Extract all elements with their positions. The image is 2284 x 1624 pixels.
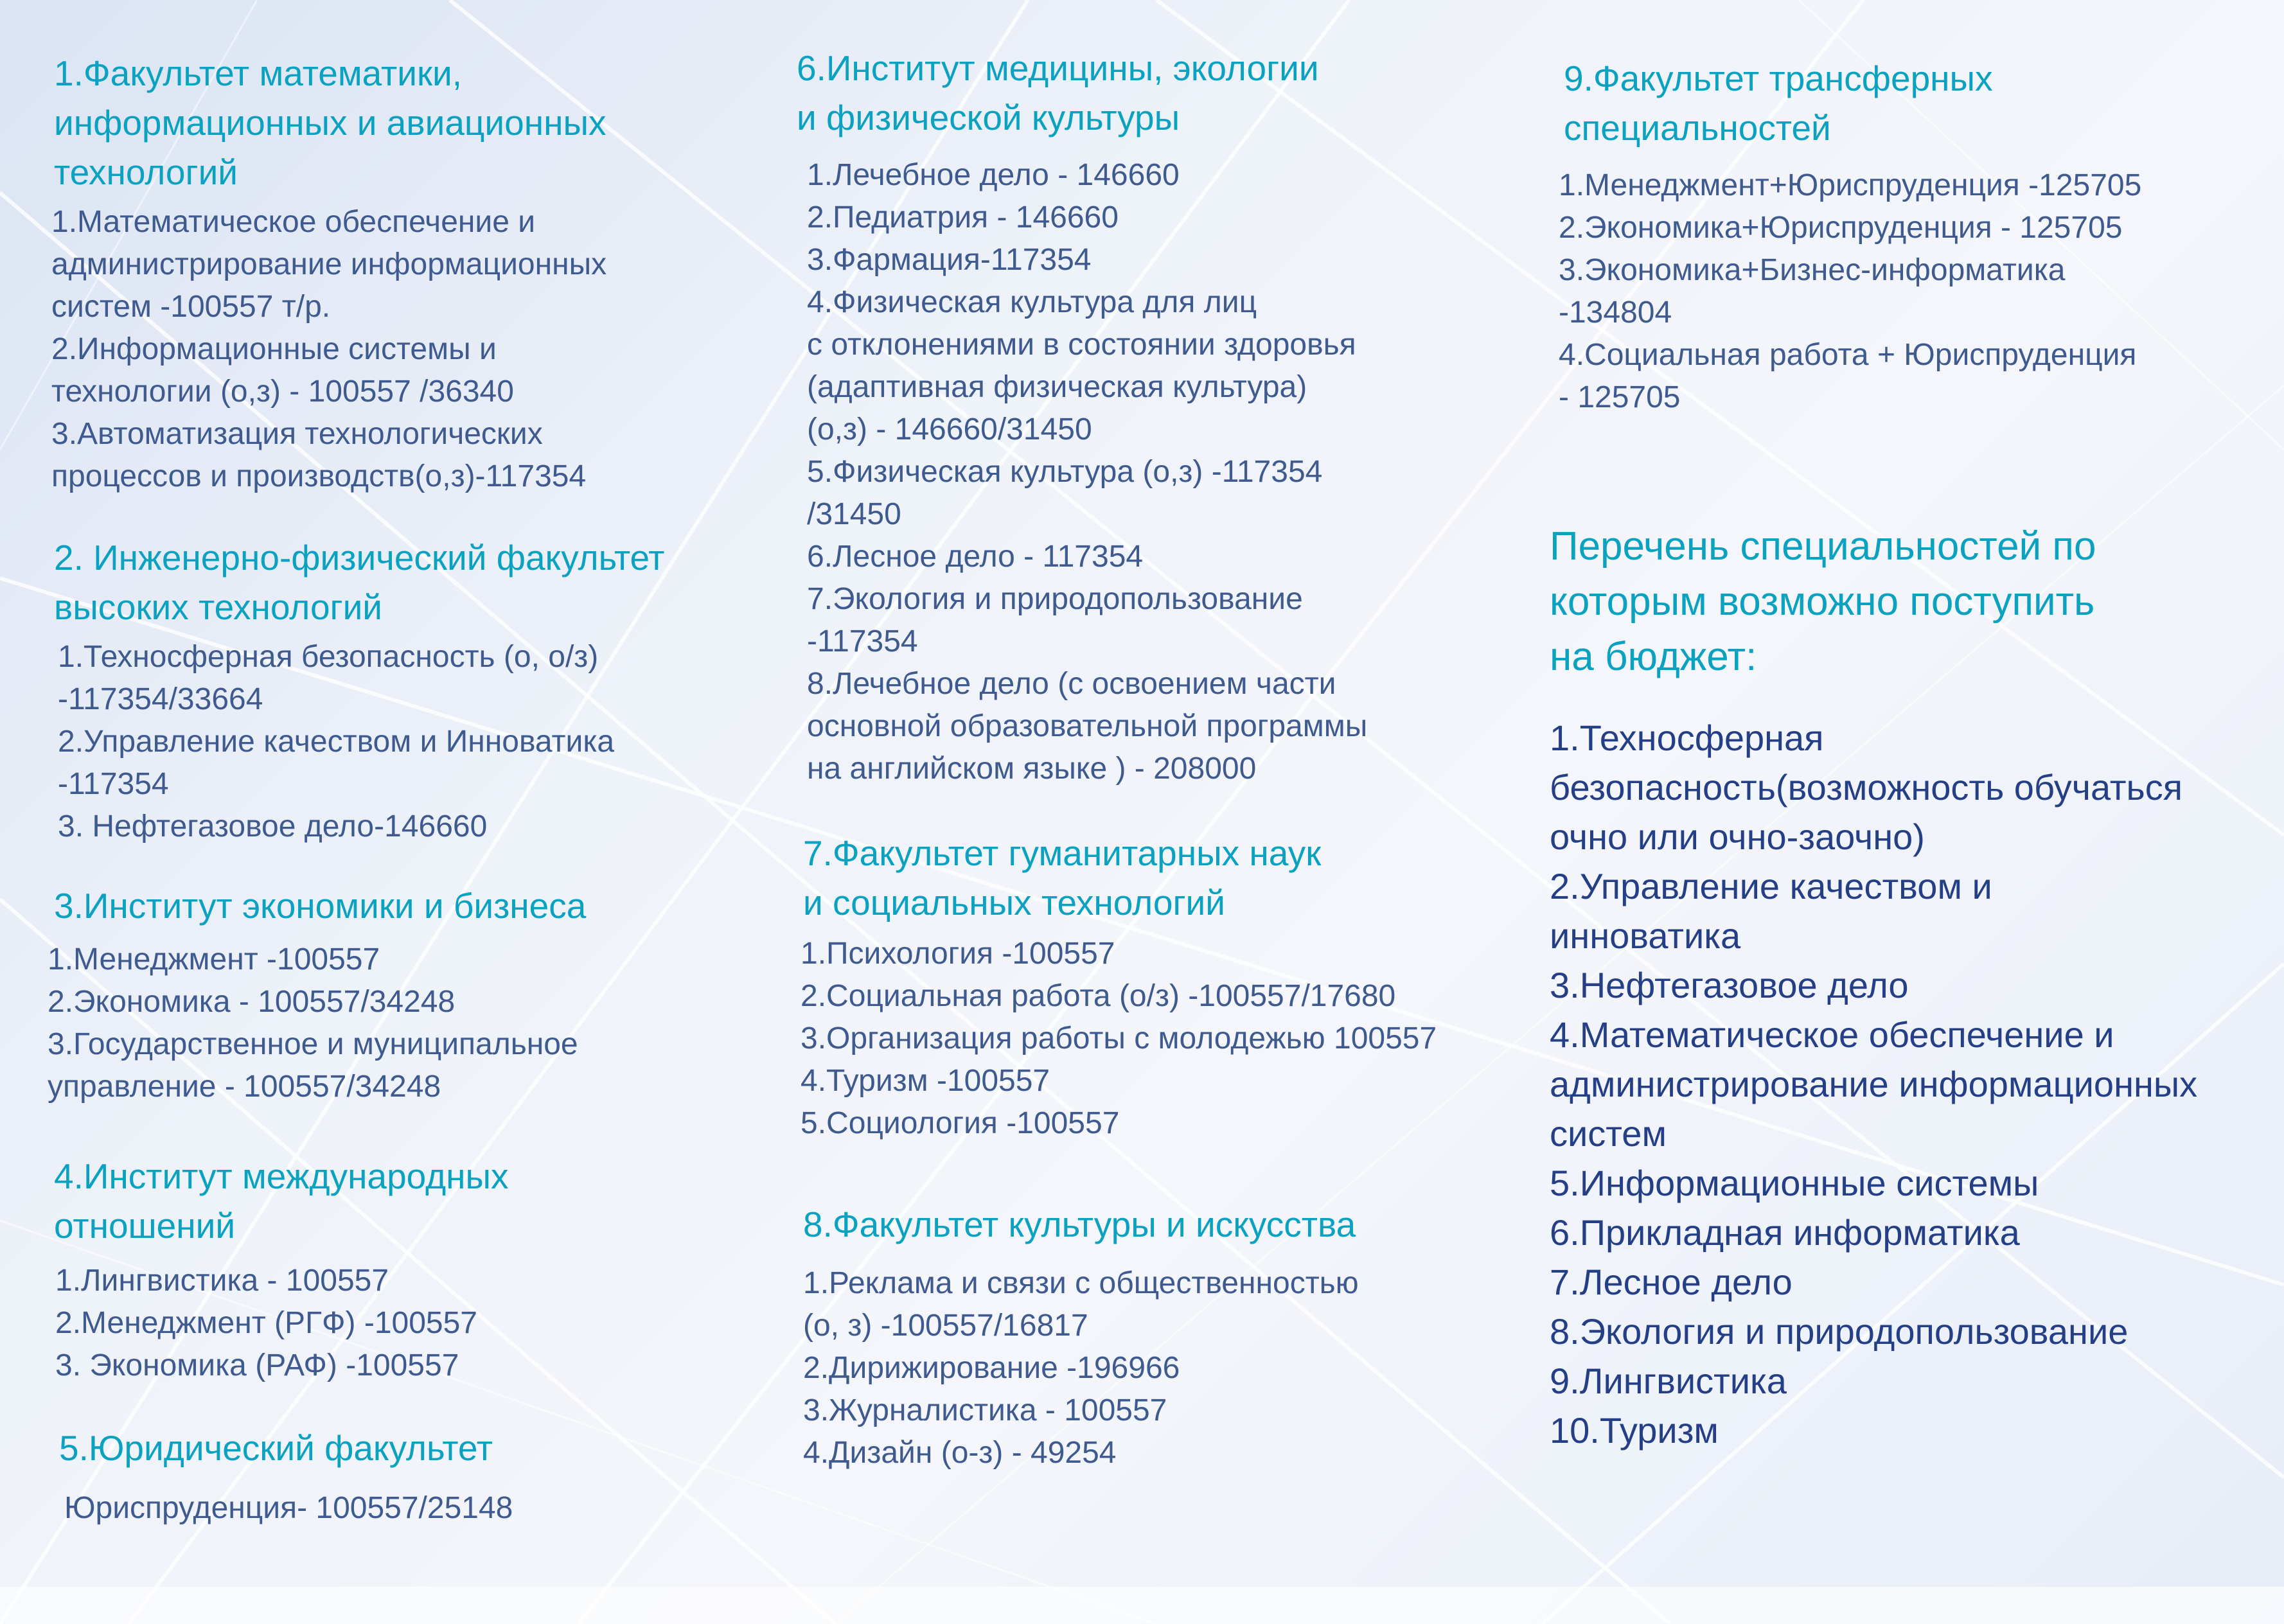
section-budget-list [1550,519,2263,1455]
list-item: 3.Журналистика - 100557 [803,1393,1167,1427]
list-item: 4.Туризм -100557 [801,1064,1050,1098]
list-item: 6.Лесное дело - 117354 [807,540,1144,574]
list-item: 1.Менеджмент+Юриспруденция -125705 [1559,168,2142,202]
section-title: 3.Институт экономики и бизнеса [54,886,587,926]
budget-list-item: 10.Туризм [1550,1410,1719,1451]
section-institute-economics [48,881,754,1108]
budget-list-item: 9.Лингвистика [1550,1361,1787,1401]
item-list [48,939,754,1108]
list-item: 2.Экономика+Юриспруденция - 125705 [1559,211,2123,245]
list-item: 4.Физическая культура для лиц с отклонениями в состоянии здоровья (адаптивная физическая культура) (о,з) - 146660/31450 [807,285,1356,446]
budget-list-item: 6.Прикладная информатика [1550,1212,2020,1253]
budget-list-item: 4.Математическое обеспечение и администрирование информационных систем [1550,1014,2198,1154]
section-title: 8.Факультет культуры и искусства [803,1205,1356,1244]
section-faculty-transfer [1550,54,2263,419]
item-list [803,1262,1503,1474]
section-title: 2. Инженерно-физический факультет высоких технологий [54,538,665,627]
item-list [801,933,1503,1145]
section-institute-medicine [797,44,1503,790]
budget-title: Перечень специальностей по которым возможно поступить на бюджет: [1550,524,2096,679]
list-item: 1.Лингвистика - 100557 [55,1264,389,1298]
list-item: 3.Фармация-117354 [807,243,1092,277]
list-item: 1.Реклама и связи с общественностью (о, з) -100557/16817 [803,1266,1359,1343]
budget-list-item: 1.Техносферная безопасность(возможность обучаться очно или очно-заочно) [1550,718,2183,857]
list-item: 2.Педиатрия - 146660 [807,200,1119,234]
list-item: 3.Автоматизация технологических процессов и производств(о,з)-117354 [51,417,587,493]
list-item: 2.Социальная работа (о/з) -100557/17680 [801,979,1396,1013]
item-list [1559,164,2263,419]
section-faculty-humanities [797,829,1503,1145]
list-item: 3.Экономика+Бизнес-информатика -134804 [1559,253,2066,330]
section-title: 4.Институт международных отношений [54,1156,509,1246]
item-list [51,201,754,498]
list-item: 2.Информационные системы и технологии (о,з) - 100557 /36340 [51,332,514,409]
budget-list-item: 5.Информационные системы [1550,1163,2039,1203]
item-list [807,154,1503,790]
section-institute-international [54,1152,754,1387]
section-title: 9.Факультет трансферных специальностей [1564,58,1993,148]
section-faculty-law [54,1424,754,1530]
list-item: 1.Психология -100557 [801,937,1115,971]
budget-list-item: 2.Управление качеством и инноватика [1550,866,1992,956]
list-item: 5.Социология -100557 [801,1106,1120,1140]
list-item: 3.Организация работы с молодежью 100557 [801,1021,1437,1055]
budget-list-item: 7.Лесное дело [1550,1262,1793,1302]
section-faculty-math [51,49,754,498]
list-item: 1.Менеджмент -100557 [48,942,380,976]
item-list [58,636,754,848]
list-item: 3. Нефтегазовое дело-146660 [58,809,488,843]
section-title: 7.Факультет гуманитарных наук и социальных технологий [803,833,1322,922]
list-item: 4.Социальная работа + Юриспруденция - 125705 [1559,338,2137,414]
section-title: 5.Юридический факультет [59,1428,493,1468]
list-item: 8.Лечебное дело (с освоением части основной образовательной программы на английском языке ) - 208000 [807,667,1368,786]
list-item: 1.Техносферная безопасность (о, о/з) -117354/33664 [58,640,599,716]
list-item: 4.Дизайн (о-з) - 49254 [803,1436,1117,1470]
budget-item-list [1550,713,2263,1455]
item-list [64,1487,754,1530]
list-item: 2.Дирижирование -196966 [803,1351,1180,1385]
list-item: Юриспруденция- 100557/25148 [64,1491,513,1525]
list-item: 5.Физическая культура (о,з) -117354 /31450 [807,455,1323,531]
section-faculty-engineering [54,533,754,848]
budget-list-item: 3.Нефтегазовое дело [1550,965,1909,1005]
list-item: 2.Менеджмент (РГФ) -100557 [55,1306,477,1340]
list-item: 3.Государственное и муниципальное управление - 100557/34248 [48,1027,578,1104]
budget-list-item: 8.Экология и природопользование [1550,1311,2129,1352]
section-faculty-culture [797,1200,1503,1474]
list-item: 7.Экология и природопользование -117354 [807,582,1303,658]
list-item: 2.Управление качеством и Инноватика -117354 [58,725,615,801]
section-title: 1.Факультет математики, информационных и авиационных технологий [54,53,606,192]
item-list [55,1260,754,1387]
list-item: 2.Экономика - 100557/34248 [48,985,456,1019]
list-item: 1.Математическое обеспечение и администрирование информационных систем -100557 т/р. [51,205,607,324]
section-title: 6.Институт медицины, экологии и физической культуры [797,48,1319,137]
list-item: 3. Экономика (РАФ) -100557 [55,1348,459,1382]
list-item: 1.Лечебное дело - 146660 [807,158,1180,192]
